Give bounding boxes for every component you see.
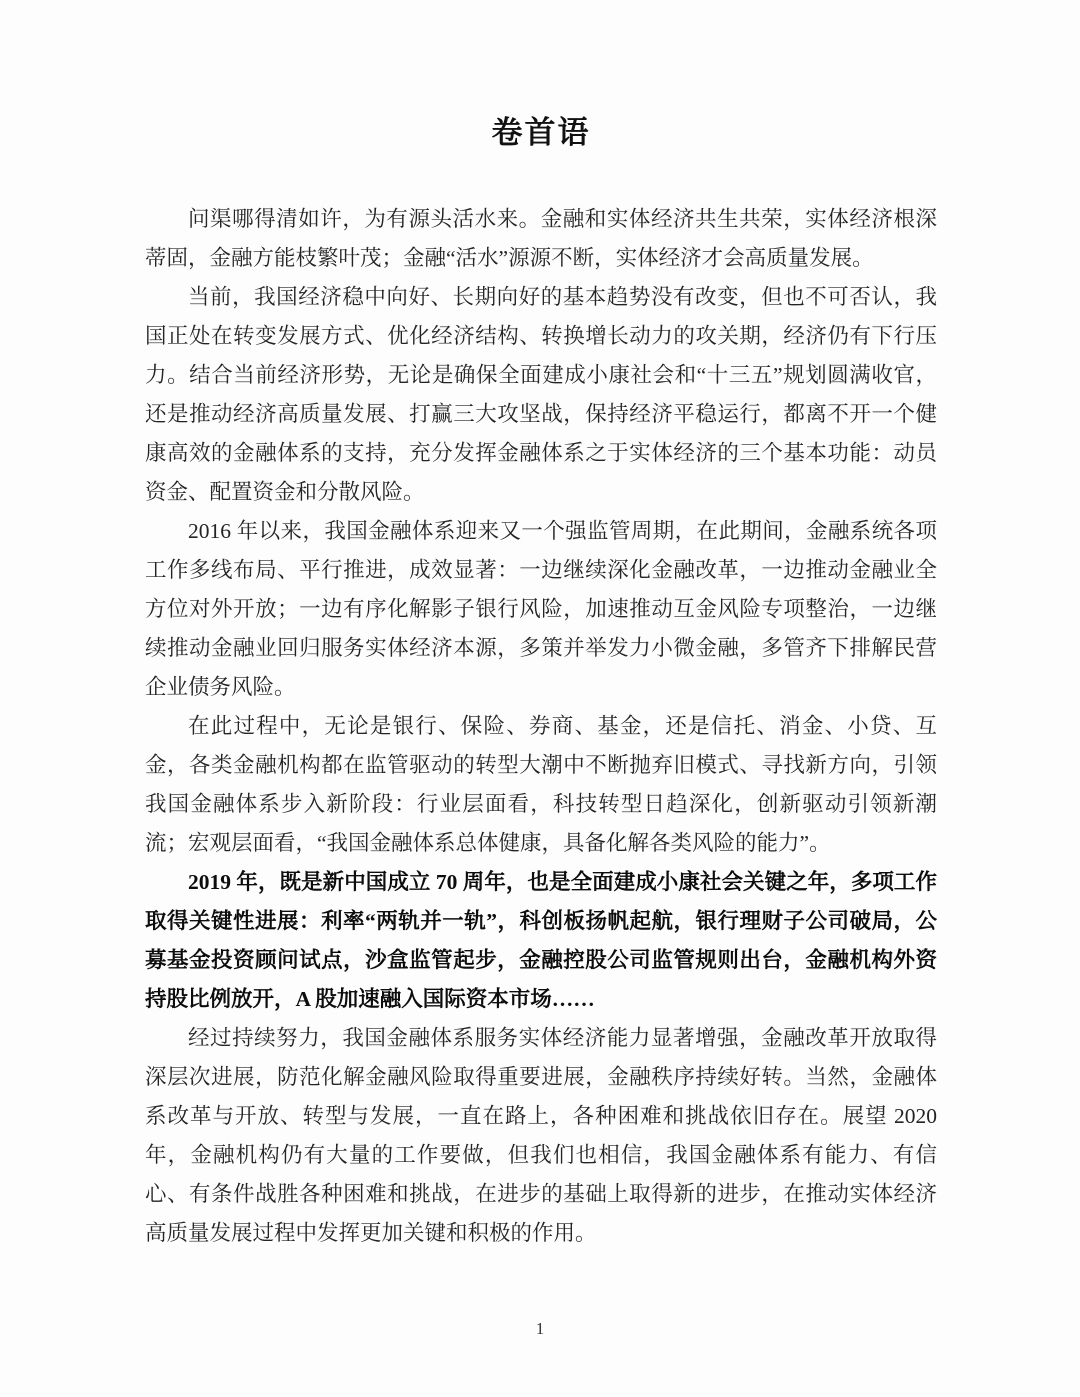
paragraph-1: 问渠哪得清如许，为有源头活水来。金融和实体经济共生共荣，实体经济根深蒂固，金融方能枝繁叶茂；金融“活水”源源不断，实体经济才会高质量发展。 [145,207,937,270]
document-body [145,200,937,1253]
paragraph-4: 在此过程中，无论是银行、保险、券商、基金，还是信托、消金、小贷、互金，各类金融机构都在监管驱动的转型大潮中不断抛弃旧模式、寻找新方向，引领我国金融体系步入新阶段：行业层面看，科技转型日趋深化，创新驱动引领新潮流；宏观层面看，“我国金融体系总体健康，具备化解各类风险的能力”。 [145,714,937,855]
page-number: 1 [535,1319,545,1338]
paragraph-6: 经过持续努力，我国金融体系服务实体经济能力显著增强，金融改革开放取得深层次进展，防范化解金融风险取得重要进展，金融秩序持续好转。当然，金融体系改革与开放、转型与发展，一直在路上，各种困难和挑战依旧存在。展望 2020 年，金融机构仍有大量的工作要做，但我们也相信，我国金融体系有能力、有信心、有条件战胜各种困难和挑战，在进步的基础上取得新的进步，在推动实体经济高质量发展过程中发挥更加关键和积极的作用。 [145,1026,937,1245]
paragraph-3: 2016 年以来，我国金融体系迎来又一个强监管周期，在此期间，金融系统各项工作多线布局、平行推进，成效显著：一边继续深化金融改革，一边推动金融业全方位对外开放；一边有序化解影子银行风险，加速推动互金风险专项整治，一边继续推动金融业回归服务实体经济本源，多策并举发力小微金融，多管齐下排解民营企业债务风险。 [145,519,937,699]
page-title: 卷首语 [491,115,591,150]
paragraph-2: 当前，我国经济稳中向好、长期向好的基本趋势没有改变，但也不可否认，我国正处在转变发展方式、优化经济结构、转换增长动力的攻关期，经济仍有下行压力。结合当前经济形势，无论是确保全面建成小康社会和“十三五”规划圆满收官，还是推动经济高质量发展、打赢三大攻坚战，保持经济平稳运行，都离不开一个健康高效的金融体系的支持，充分发挥金融体系之于实体经济的三个基本功能：动员资金、配置资金和分散风险。 [145,285,937,504]
paragraph-5-bold: 2019 年，既是新中国成立 70 周年，也是全面建成小康社会关键之年，多项工作取得关键性进展：利率“两轨并一轨”，科创板扬帆起航，银行理财子公司破局，公募基金投资顾问试点，沙盒监管起步，金融控股公司监管规则出台，金融机构外资持股比例放开，A 股加速融入国际资本市场…… [145,870,937,1011]
